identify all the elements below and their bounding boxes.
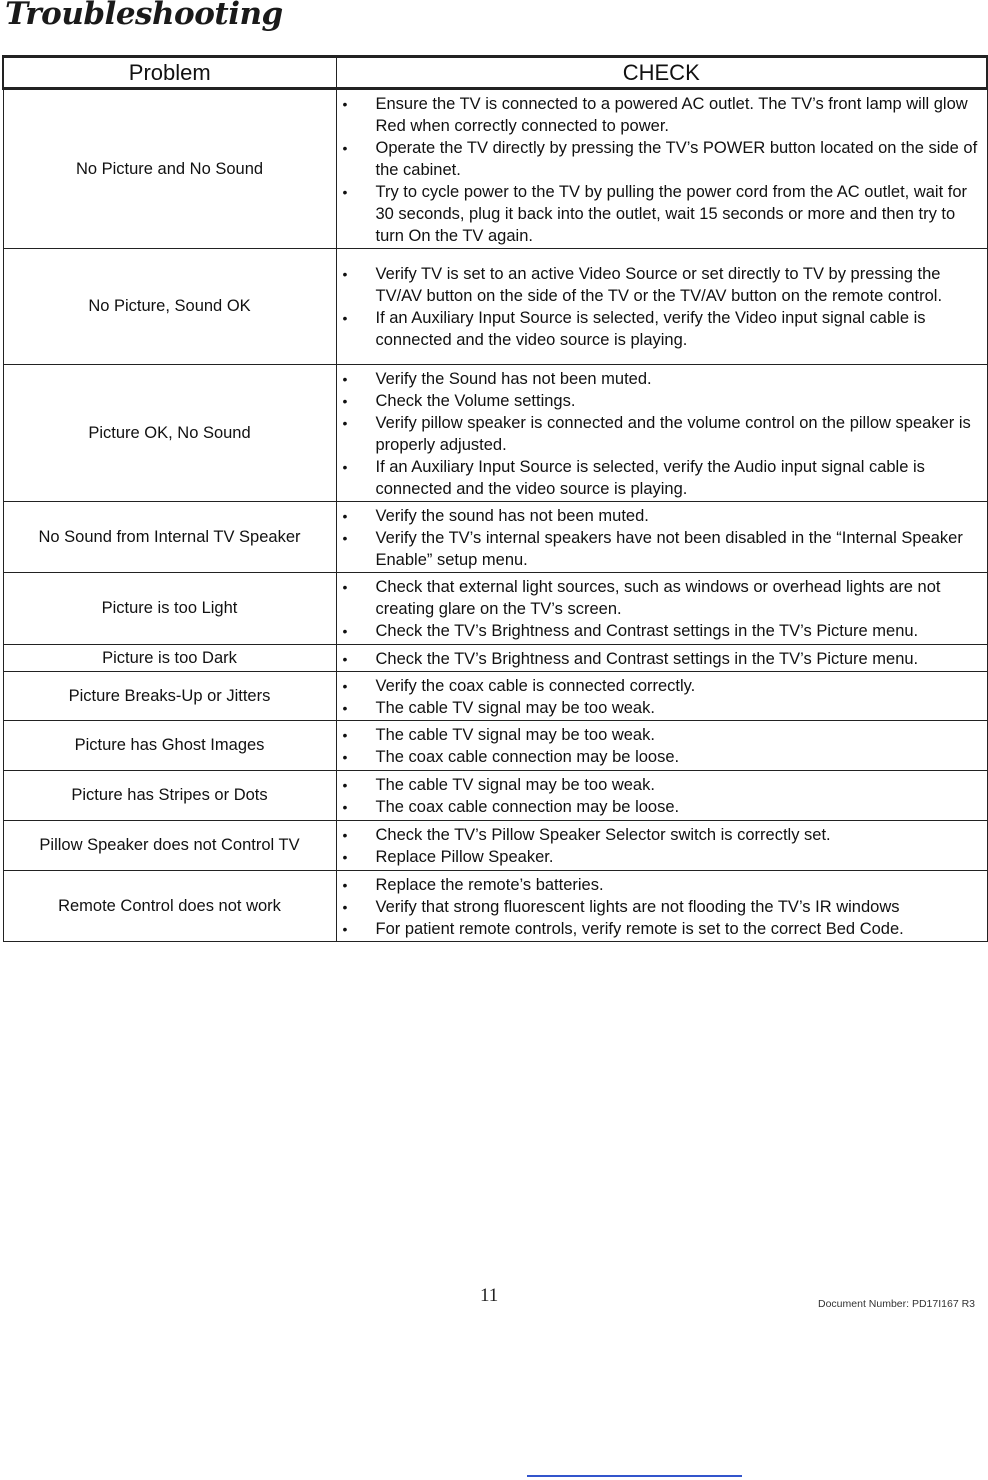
table-row (3, 365, 987, 502)
check-cell (336, 771, 987, 821)
table-row (3, 89, 987, 249)
check-cell (336, 365, 987, 502)
check-item (337, 697, 987, 719)
check-cell (336, 502, 987, 573)
check-text: Verify pillow speaker is connected and the volume control on the pillow speaker is properly adjusted. (375, 413, 971, 454)
check-list (337, 93, 987, 247)
bullet-icon: • (342, 849, 348, 865)
check-item (337, 824, 987, 846)
check-list (337, 576, 987, 642)
check-item (337, 774, 987, 796)
check-cell (336, 249, 987, 365)
check-item (337, 412, 987, 456)
table-header-row (3, 57, 987, 89)
problem-cell: Pillow Speaker does not Control TV (3, 821, 336, 871)
troubleshooting-table (2, 55, 988, 942)
check-item (337, 746, 987, 768)
table-row (3, 645, 987, 672)
bullet-icon: • (342, 876, 348, 893)
check-item (337, 576, 987, 620)
check-cell (336, 645, 987, 672)
check-cell (336, 672, 987, 721)
bullet-icon: • (342, 370, 348, 387)
check-item (337, 896, 987, 918)
problem-cell: No Picture and No Sound (3, 89, 336, 249)
bullet-icon: • (342, 799, 348, 815)
check-item (337, 724, 987, 746)
check-text: Verify TV is set to an active Video Source or set directly to TV by pressing the TV/AV button on the side of the TV or the TV/AV button on the remote control. (375, 265, 943, 305)
check-text: Try to cycle power to the TV by pulling the power cord from the AC outlet, wait for 30 seconds, plug it back into the outlet, wait 15 seconds or more and then try to turn On the TV again. (375, 182, 968, 245)
table-row (3, 573, 987, 645)
check-text: The cable TV signal may be too weak. (375, 698, 655, 717)
check-text: The coax cable connection may be loose. (375, 798, 680, 816)
bullet-icon: • (342, 650, 348, 667)
check-list (337, 824, 987, 868)
document-number: Document Number: PD17I167 R3 (818, 1298, 975, 1310)
check-list (337, 724, 987, 768)
bullet-icon: • (342, 749, 348, 765)
check-list (337, 874, 987, 940)
bullet-icon: • (342, 529, 348, 546)
table-row (3, 771, 987, 821)
check-item (337, 648, 987, 670)
bullet-icon: • (342, 266, 348, 282)
check-text: If an Auxiliary Input Source is selected, verify the Video input signal cable is connected and the video source is playing. (375, 309, 926, 349)
bullet-icon: • (342, 414, 348, 431)
bullet-icon: • (342, 699, 348, 716)
check-item (337, 181, 987, 247)
table-row (3, 721, 987, 771)
bullet-icon: • (342, 827, 348, 843)
check-column-header: CHECK (336, 57, 987, 89)
table-row (3, 821, 987, 871)
check-item (337, 456, 987, 500)
check-text: The coax cable connection may be loose. (375, 748, 680, 766)
check-item (337, 620, 987, 642)
problem-cell: Picture is too Dark (3, 645, 336, 672)
check-text: Operate the TV directly by pressing the TV’s POWER button located on the side of the cabinet. (375, 138, 978, 179)
check-list (337, 368, 987, 500)
problem-cell: Picture is too Light (3, 573, 336, 645)
check-cell (336, 871, 987, 942)
check-text: Check the Volume settings. (375, 391, 576, 410)
bullet-icon: • (342, 95, 348, 112)
check-item (337, 505, 987, 527)
check-text: Verify the Sound has not been muted. (375, 369, 652, 388)
bullet-icon: • (342, 777, 348, 793)
check-text: Replace the remote’s batteries. (375, 875, 604, 894)
check-text: Verify that strong fluorescent lights are not flooding the TV’s IR windows (375, 897, 900, 916)
check-item (337, 93, 987, 137)
check-item (337, 675, 987, 697)
check-item (337, 527, 987, 571)
check-text: The cable TV signal may be too weak. (375, 726, 655, 744)
check-text: Verify the coax cable is connected correctly. (375, 676, 696, 695)
page-number: 11 (480, 1285, 499, 1306)
check-item (337, 874, 987, 896)
problem-cell: Remote Control does not work (3, 871, 336, 942)
bottom-link-underline (527, 1475, 742, 1477)
problem-cell: Picture OK, No Sound (3, 365, 336, 502)
check-text: For patient remote controls, verify remote is set to the correct Bed Code. (375, 919, 904, 938)
check-list (337, 263, 987, 351)
check-text: Replace Pillow Speaker. (375, 848, 554, 866)
page-title: Troubleshooting (5, 0, 283, 32)
check-cell (336, 573, 987, 645)
check-text: Verify the sound has not been muted. (375, 506, 649, 525)
check-text: Verify the TV’s internal speakers have not been disabled in the “Internal Speaker Enable” setup menu. (375, 528, 963, 569)
check-list (337, 675, 987, 719)
check-list (337, 648, 987, 670)
bullet-icon: • (342, 920, 348, 937)
table-body (3, 89, 987, 942)
problem-cell: No Sound from Internal TV Speaker (3, 502, 336, 573)
bullet-icon: • (342, 458, 348, 475)
check-text: Check the TV’s Pillow Speaker Selector switch is correctly set. (375, 826, 831, 844)
bullet-icon: • (342, 898, 348, 915)
table-row (3, 871, 987, 942)
check-item (337, 263, 987, 307)
table-row (3, 502, 987, 573)
check-cell (336, 821, 987, 871)
bullet-icon: • (342, 183, 348, 200)
bullet-icon: • (342, 310, 348, 326)
table-row (3, 249, 987, 365)
check-text: Check that external light sources, such as windows or overhead lights are not creating glare on the TV’s screen. (375, 578, 941, 618)
check-text: Check the TV’s Brightness and Contrast settings in the TV’s Picture menu. (375, 622, 919, 640)
check-item (337, 390, 987, 412)
check-text: If an Auxiliary Input Source is selected, verify the Audio input signal cable is connected and the video source is playing. (375, 457, 925, 498)
bullet-icon: • (342, 623, 348, 639)
check-cell (336, 89, 987, 249)
bullet-icon: • (342, 392, 348, 409)
bullet-icon: • (342, 507, 348, 524)
bullet-icon: • (342, 139, 348, 156)
bullet-icon: • (342, 727, 348, 743)
check-list (337, 505, 987, 571)
bullet-icon: • (342, 579, 348, 595)
problem-column-header: Problem (3, 57, 336, 89)
check-text: Ensure the TV is connected to a powered AC outlet. The TV’s front lamp will glow Red when correctly connected to power. (375, 94, 968, 135)
problem-cell: No Picture, Sound OK (3, 249, 336, 365)
check-cell (336, 721, 987, 771)
check-item (337, 307, 987, 351)
check-text: The cable TV signal may be too weak. (375, 776, 655, 794)
check-text: Check the TV’s Brightness and Contrast settings in the TV’s Picture menu. (375, 649, 919, 668)
check-item (337, 137, 987, 181)
bullet-icon: • (342, 677, 348, 694)
problem-cell: Picture has Ghost Images (3, 721, 336, 771)
check-item (337, 846, 987, 868)
check-item (337, 918, 987, 940)
problem-cell: Picture Breaks-Up or Jitters (3, 672, 336, 721)
check-list (337, 774, 987, 818)
table-row (3, 672, 987, 721)
problem-cell: Picture has Stripes or Dots (3, 771, 336, 821)
check-item (337, 368, 987, 390)
check-item (337, 796, 987, 818)
